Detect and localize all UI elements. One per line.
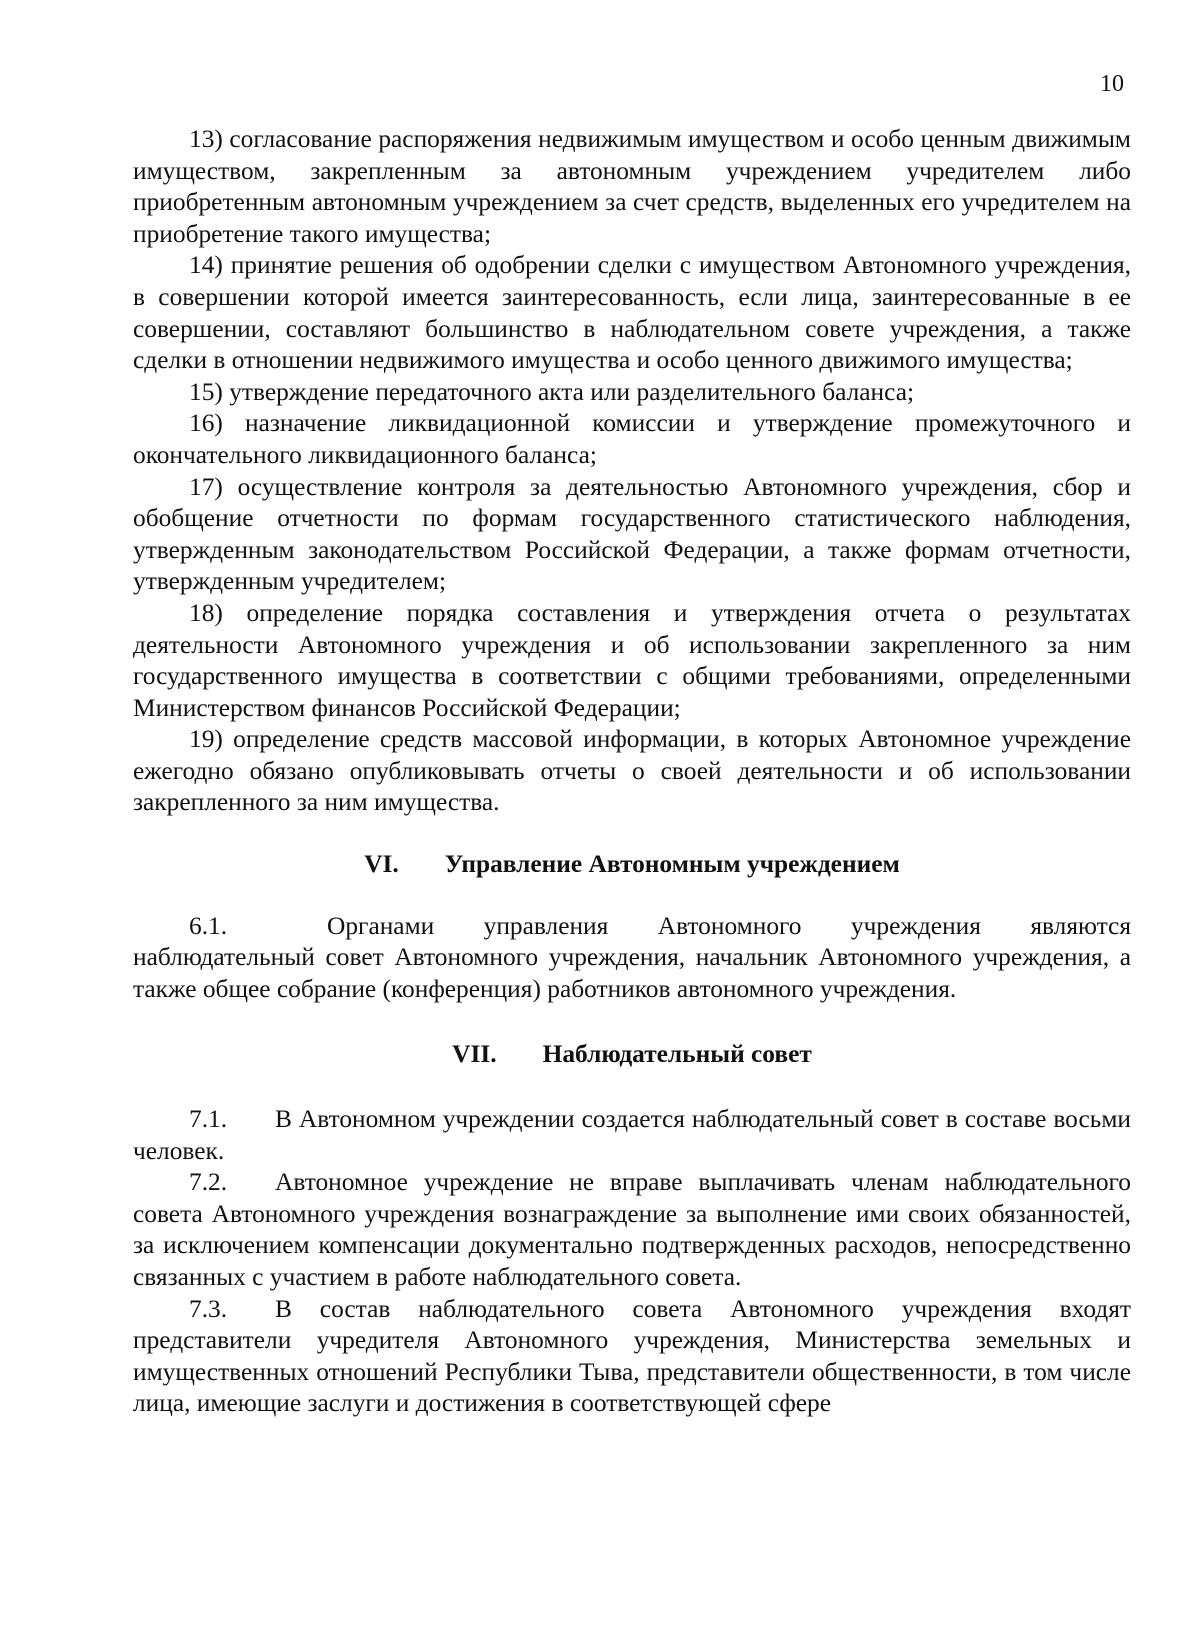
paragraph-number: 7.3. bbox=[189, 1294, 228, 1323]
paragraph-text: Органами управления Автономного учреждения являются наблюдательный совет Автономного учреждения, начальник Автономного учреждения, а также общее собрание (конференция) работников автономного учреждения. bbox=[133, 911, 1131, 1003]
item-13: 13) согласование распоряжения недвижимым имуществом и особо ценным движимым имуществом, закрепленным за автономным учреждением учредителем либо приобретенным автономным учреждением за счет средств, выделенных его учредителем на приобретение такого имущества; bbox=[133, 125, 1131, 248]
paragraph-text: Автономное учреждение не вправе выплачивать членам наблюдательного совета Автономного учреждения вознаграждение за выполнение ими своих обязанностей, за исключением компенсации документально подтвержденных расходов, непосредственно связанных с участием в работе наблюдательного совета. bbox=[133, 1168, 1131, 1291]
paragraph-text: В состав наблюдательного совета Автономного учреждения входят представители учредителя Автономного учреждения, Министерства земельных и имущественных отношений Республики Тыва, представители общественности, в том числе лица, имеющие заслуги и достижения в соответствующей сфере bbox=[133, 1294, 1131, 1418]
paragraph-number: 7.1. bbox=[189, 1105, 228, 1134]
document-body bbox=[133, 124, 1131, 1420]
paragraph-7-1 bbox=[133, 1104, 1131, 1167]
item-19: 19) определение средств массовой информации, в которых Автономное учреждение ежегодно обязано опубликовывать отчеты о своей деятельности и об использовании закрепленного за ним имущества. bbox=[133, 725, 1131, 817]
section-title: Наблюдательный совет bbox=[542, 1040, 812, 1069]
section-number: VI. bbox=[364, 850, 399, 879]
item-14: 14) принятие решения об одобрении сделки с имуществом Автономного учреждения, в совершении которой имеется заинтересованность, если лица, заинтересованные в ее совершении, составляют большинство в наблюдательном совете учреждения, а также сделки в отношении недвижимого имущества и особо ценного движимого имущества; bbox=[133, 251, 1131, 375]
paragraph-text: В Автономном учреждении создается наблюдательный совет в составе восьми человек. bbox=[133, 1105, 1131, 1165]
item-18: 18) определение порядка составления и утверждения отчета о результатах деятельности Автономного учреждения и об использовании закрепленного за ним государственного имущества в соответствии с общими требованиями, определенными Министерством финансов Российской Федерации; bbox=[133, 598, 1131, 722]
paragraph-6-1 bbox=[133, 911, 1131, 1006]
paragraph-number: 6.1. bbox=[189, 911, 228, 940]
item-17: 17) осуществление контроля за деятельностью Автономного учреждения, сбор и обобщение отчетности по формам государственного статистического наблюдения, утвержденным законодательством Российской Федерации, а также формам отчетности, утвержденным учредителем; bbox=[133, 472, 1131, 596]
page-number: 10 bbox=[1100, 71, 1124, 97]
section-number: VII. bbox=[452, 1040, 497, 1069]
item-16: 16) назначение ликвидационной комиссии и утверждение промежуточного и окончательного ликвидационного баланса; bbox=[133, 409, 1131, 469]
section-heading-vii bbox=[133, 1039, 1131, 1071]
item-15: 15) утверждение передаточного акта или разделительного баланса; bbox=[189, 377, 915, 406]
paragraph-number: 7.2. bbox=[189, 1168, 228, 1197]
paragraph-7-2 bbox=[133, 1167, 1131, 1293]
section-heading-vi bbox=[133, 849, 1131, 881]
section-title: Управление Автономным учреждением bbox=[444, 850, 900, 879]
paragraph-7-3 bbox=[133, 1294, 1131, 1420]
